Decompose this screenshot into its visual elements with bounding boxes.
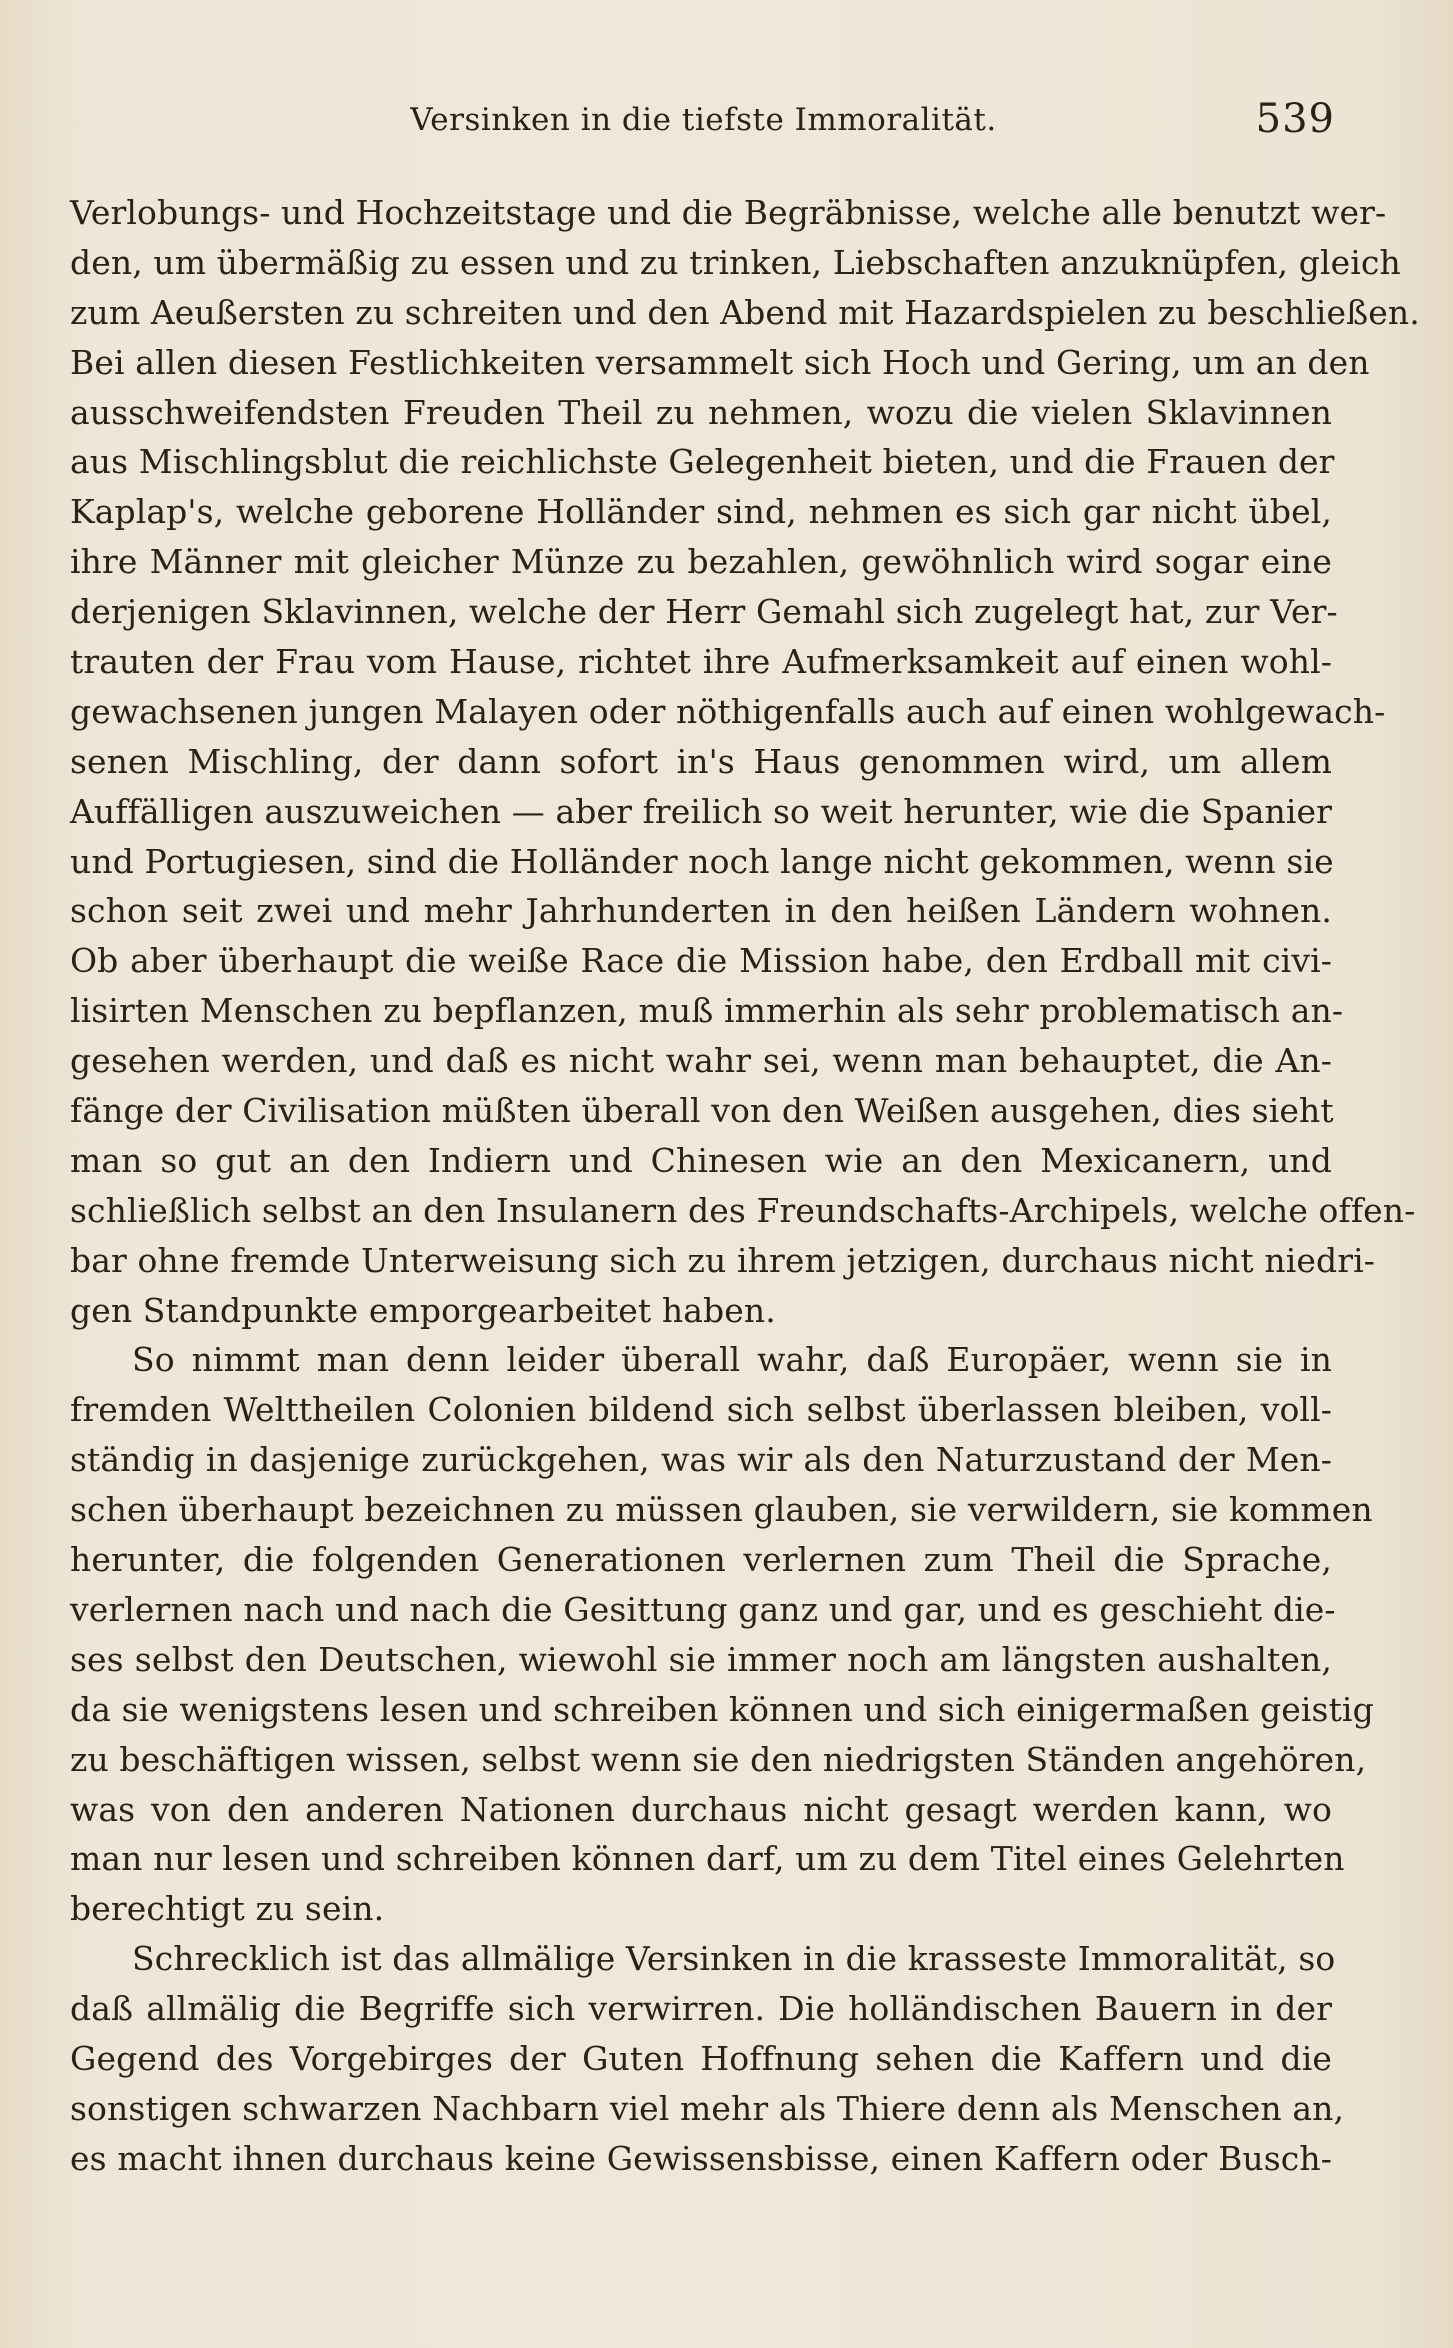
text-line: Bei allen diesen Festlichkeiten versammelt sich Hoch und Gering, um an den [70, 342, 1370, 382]
text-line: man nur lesen und schreiben können darf, um zu dem Titel eines Gelehrten [70, 1839, 1345, 1879]
text-line: lisirten Menschen zu bepflanzen, muß immerhin als sehr problematisch an- [70, 991, 1344, 1031]
text-line: zum Aeußersten zu schreiten und den Abend mit Hazardspielen zu beschließen. [70, 292, 1420, 332]
text-line: Schrecklich ist das allmälige Versinken in die krasseste Immoralität, so [132, 1939, 1336, 1979]
text-line: gewachsenen jungen Malayen oder nöthigenfalls auch auf einen wohlgewach- [70, 691, 1386, 731]
body-text [70, 188, 1420, 2184]
text-line: verlernen nach und nach die Gesittung ganz und gar, und es geschieht die- [70, 1589, 1336, 1629]
text-line: ausschweifendsten Freuden Theil zu nehmen, wozu die vielen Sklavinnen [70, 392, 1332, 432]
text-line: daß allmälig die Begriffe sich verwirren. Die holländischen Bauern in der [70, 1989, 1332, 2029]
running-title: Versinken in die tiefste Immoralität. [410, 102, 997, 138]
text-line: fänge der Civilisation müßten überall von den Weißen ausgehen, dies sieht [70, 1091, 1334, 1131]
text-line: ständig in dasjenige zurückgehen, was wir als den Naturzustand der Men- [70, 1440, 1332, 1480]
text-line: Gegend des Vorgebirges der Guten Hoffnung sehen die Kaffern und die [70, 2038, 1332, 2078]
text-line: gen Standpunkte emporgearbeitet haben. [70, 1290, 776, 1330]
text-line: man so gut an den Indiern und Chinesen wie an den Mexicanern, und [70, 1140, 1332, 1180]
text-line: fremden Welttheilen Colonien bildend sich selbst überlassen bleiben, voll- [70, 1390, 1332, 1430]
text-line: schließlich selbst an den Insulanern des Freundschafts-Archipels, welche offen- [70, 1190, 1416, 1230]
text-line: Auffälligen auszuweichen — aber freilich so weit herunter, wie die Spanier [70, 791, 1332, 831]
text-line: herunter, die folgenden Generationen verlernen zum Theil die Sprache, [70, 1540, 1332, 1580]
text-line: berechtigt zu sein. [70, 1889, 385, 1929]
text-line: was von den anderen Nationen durchaus nicht gesagt werden kann, wo [70, 1789, 1332, 1829]
text-line: ihre Männer mit gleicher Münze zu bezahlen, gewöhnlich wird sogar eine [70, 542, 1332, 582]
text-line: schen überhaupt bezeichnen zu müssen glauben, sie verwildern, sie kommen [70, 1490, 1373, 1530]
text-line: sonstigen schwarzen Nachbarn viel mehr als Thiere denn als Menschen an, [70, 2088, 1345, 2128]
text-line: Verlobungs- und Hochzeitstage und die Begräbnisse, welche alle benutzt wer- [70, 193, 1387, 232]
text-line: derjenigen Sklavinnen, welche der Herr Gemahl sich zugelegt hat, zur Ver- [70, 592, 1338, 632]
page-number: 539 [1255, 96, 1335, 142]
text-line: und Portugiesen, sind die Holländer noch lange nicht gekommen, wenn sie [70, 841, 1334, 881]
text-line: es macht ihnen durchaus keine Gewissensbisse, einen Kaffern oder Busch- [70, 2138, 1332, 2178]
text-line: Kaplap's, welche geborene Holländer sind, nehmen es sich gar nicht übel, [70, 492, 1332, 532]
text-line: So nimmt man denn leider überall wahr, daß Europäer, wenn sie in [132, 1340, 1332, 1380]
text-line: den, um übermäßig zu essen und zu trinken, Liebschaften anzuknüpfen, gleich [70, 242, 1401, 282]
text-line: aus Mischlingsblut die reichlichste Gelegenheit bieten, und die Frauen der [70, 442, 1335, 482]
text-line: zu beschäftigen wissen, selbst wenn sie den niedrigsten Ständen angehören, [70, 1739, 1367, 1779]
text-line: ses selbst den Deutschen, wiewohl sie immer noch am längsten aushalten, [70, 1639, 1332, 1679]
text-line: Ob aber überhaupt die weiße Race die Mission habe, den Erdball mit civi- [70, 941, 1332, 981]
text-line: trauten der Frau vom Hause, richtet ihre Aufmerksamkeit auf einen wohl- [70, 642, 1332, 682]
text-line: schon seit zwei und mehr Jahrhunderten in den heißen Ländern wohnen. [70, 891, 1332, 931]
running-head [72, 96, 1335, 156]
text-line: da sie wenigstens lesen und schreiben können und sich einigermaßen geistig [70, 1689, 1374, 1729]
text-line: bar ohne fremde Unterweisung sich zu ihrem jetzigen, durchaus nicht niedri- [70, 1240, 1375, 1280]
text-line: gesehen werden, und daß es nicht wahr sei, wenn man behauptet, die An- [70, 1041, 1332, 1081]
text-line: senen Mischling, der dann sofort in's Haus genommen wird, um allem [70, 741, 1332, 781]
